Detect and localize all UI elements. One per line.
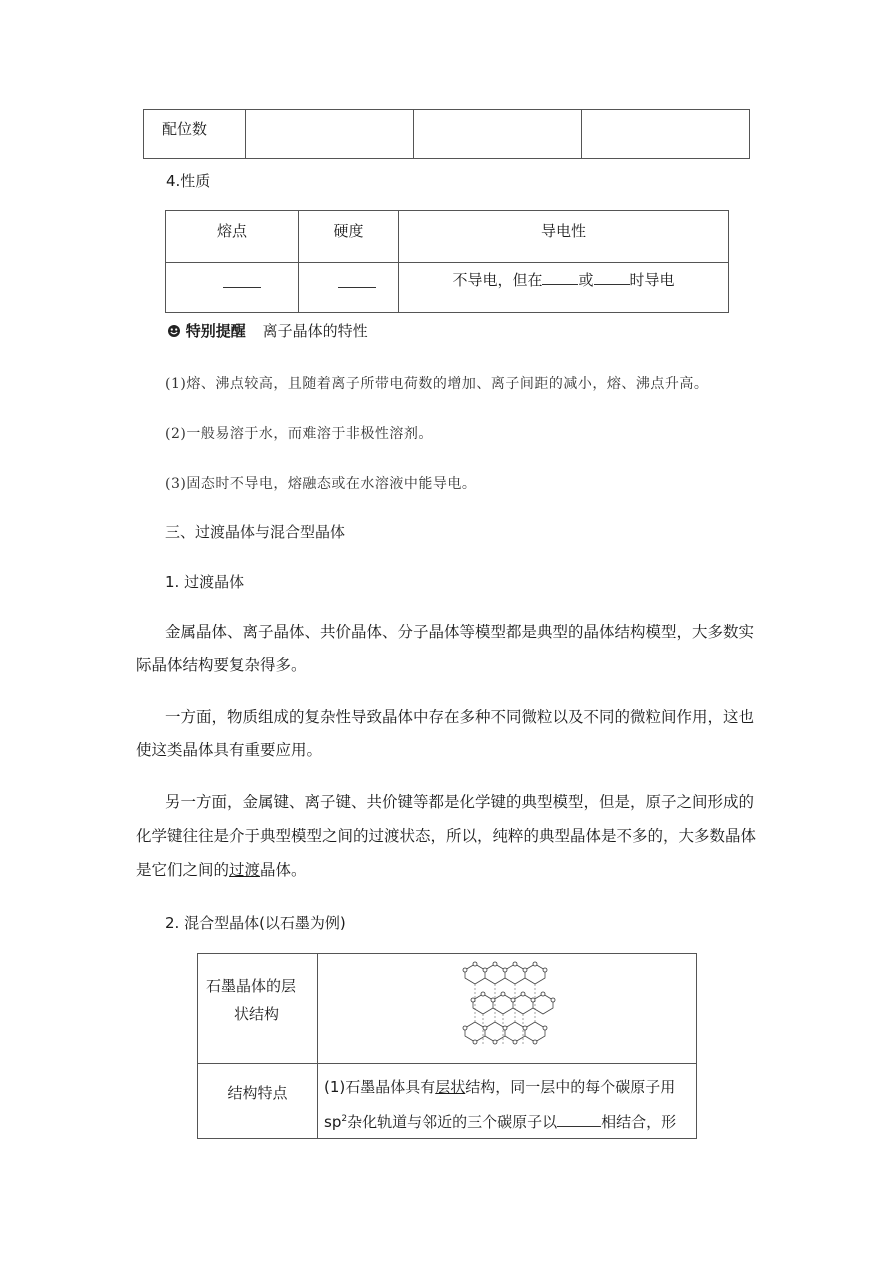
melting-point-cell <box>166 263 299 313</box>
section-title-properties: 4.性质 <box>166 172 211 190</box>
paragraph-2-line-1: 一方面，物质组成的复杂性导致晶体中存在多种不同微粒以及不同的微粒间作用，这也 <box>165 708 755 726</box>
graphite-image-cell <box>318 954 697 1064</box>
text-segment: sp <box>324 1113 342 1131</box>
graphite-structure-label-2: 状结构 <box>234 1005 280 1023</box>
header-cell <box>399 211 729 263</box>
blank-cell <box>245 110 413 159</box>
blank-cell <box>413 110 581 159</box>
structure-features-line-2 <box>324 1103 696 1138</box>
conductivity-cell <box>399 263 729 313</box>
fill-blank <box>594 270 630 285</box>
underlined-term: 层状 <box>435 1078 466 1096</box>
fill-blank <box>223 273 261 288</box>
paragraph-1-line-2: 际晶体结构要复杂得多。 <box>136 656 307 674</box>
smiley-icon <box>167 324 181 342</box>
conductivity-text-3: 时导电 <box>629 271 675 289</box>
text-segment: 结构，同一层中的每个碳原子用 <box>465 1078 676 1096</box>
structure-features-label-cell <box>198 1064 318 1139</box>
conductivity-text-1: 不导电，但在 <box>452 271 543 289</box>
subsection-title-mixed-crystal: 2. 混合型晶体(以石墨为例) <box>165 914 346 932</box>
graphite-layer-structure-diagram <box>459 958 569 1050</box>
text-segment: 晶体。 <box>260 861 307 879</box>
graphite-structure-label-cell <box>198 954 318 1064</box>
paragraph-1-line-1: 金属晶体、离子晶体、共价晶体、分子晶体等模型都是典型的晶体结构模型，大多数实 <box>165 623 755 641</box>
structure-features-label: 结构特点 <box>227 1084 288 1102</box>
tip-item-3: (3)固态时不导电，熔融态或在水溶液中能导电。 <box>165 476 477 492</box>
header-cell <box>299 211 399 263</box>
conductivity-text-2: 或 <box>578 271 594 289</box>
tip-item-1: (1)熔、沸点较高，且随着离子所带电荷数的增加、离子间距的减小，熔、沸点升高。 <box>165 376 709 392</box>
fill-blank <box>338 273 376 288</box>
tip-label: 特别提醒 <box>185 322 246 340</box>
structure-features-line-1 <box>324 1071 696 1103</box>
tip-item-2: (2)一般易溶于水，而难溶于非极性溶剂。 <box>165 426 433 442</box>
hardness-cell <box>299 263 399 313</box>
text-segment: 是它们之间的 <box>136 861 230 879</box>
graphite-structure-label-1: 石墨晶体的层 <box>206 977 297 995</box>
coordination-label: 配位数 <box>162 120 208 138</box>
subsection-title-transition-crystal: 1. 过渡晶体 <box>165 573 245 591</box>
header-conductivity: 导电性 <box>540 222 586 240</box>
text-segment: 杂化轨道与邻近的三个碳原子以 <box>347 1113 558 1131</box>
header-cell <box>166 211 299 263</box>
section-title-transition: 三、过渡晶体与混合型晶体 <box>165 523 346 541</box>
paragraph-3-line-3 <box>136 860 307 880</box>
tip-title: 离子晶体的特性 <box>262 322 368 340</box>
header-melting-point: 熔点 <box>216 222 247 240</box>
blank-cell <box>581 110 749 159</box>
coordination-table <box>143 109 750 159</box>
tip-header <box>167 320 368 342</box>
header-hardness: 硬度 <box>333 222 364 240</box>
paragraph-2-line-2: 使这类晶体具有重要应用。 <box>136 741 323 759</box>
coordination-label-cell <box>144 110 246 159</box>
text-segment: (1)石墨晶体具有 <box>324 1078 436 1096</box>
structure-features-cell <box>318 1064 697 1139</box>
text-segment: 相结合，形 <box>601 1113 677 1131</box>
fill-blank <box>542 270 578 285</box>
fill-blank <box>557 1112 601 1127</box>
superscript: 2 <box>341 1114 348 1124</box>
paragraph-3-line-2: 化学键往往是介于典型模型之间的过渡状态，所以，纯粹的典型晶体是不多的，大多数晶体 <box>136 827 757 845</box>
graphite-table <box>197 953 697 1139</box>
underlined-term: 过渡 <box>229 861 261 879</box>
paragraph-3-line-1: 另一方面，金属键、离子键、共价键等都是化学键的典型模型，但是，原子之间形成的 <box>165 793 755 811</box>
properties-table <box>165 210 729 313</box>
